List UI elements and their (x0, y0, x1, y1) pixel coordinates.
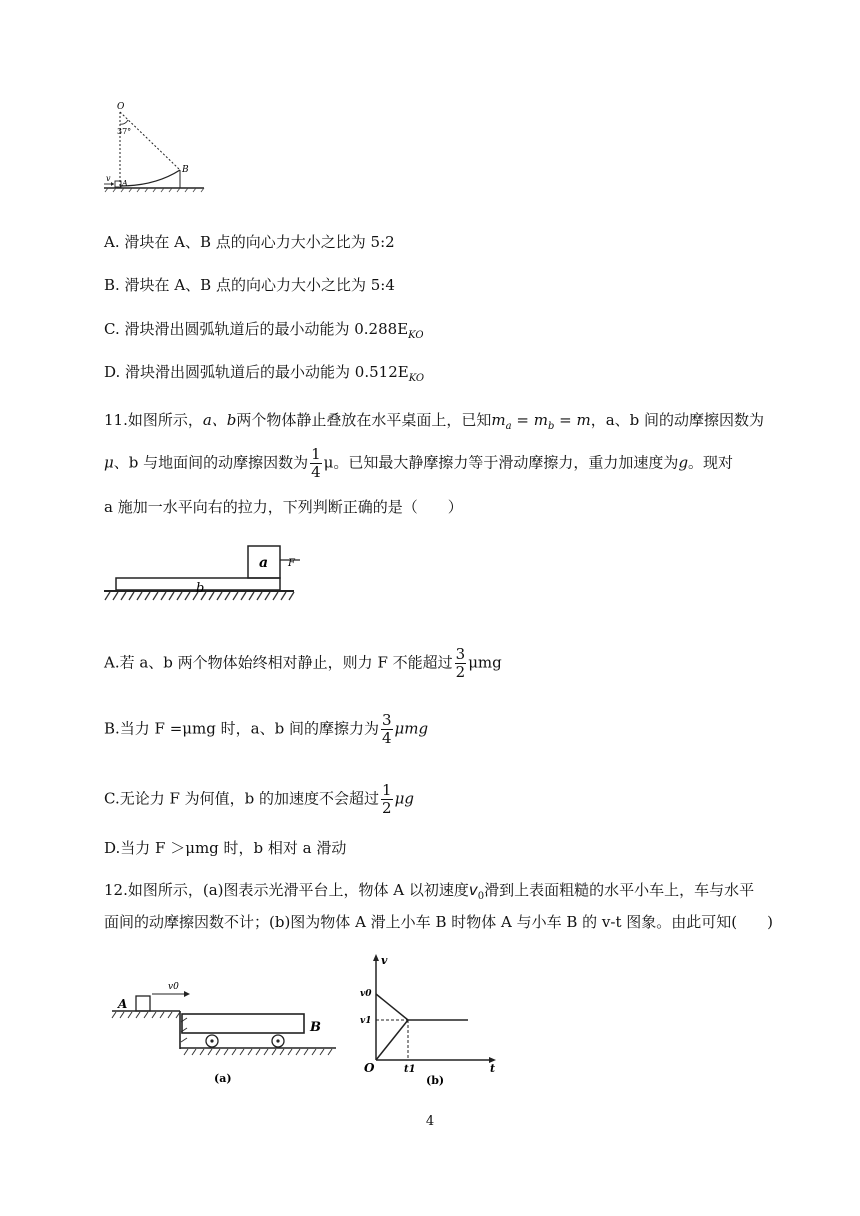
label-v-axis: v (381, 954, 388, 967)
label-b: B (182, 165, 189, 175)
q12-stem-line1: 12.如图所示，(a)图表示光滑平台上，物体 A 以初速度$v_0$滑到上表面粗糙的水平小车上，车与水平 (104, 881, 755, 902)
label-v0-axis: v0 (360, 989, 372, 999)
vt-graph-figure-b (356, 950, 506, 1090)
fraction-one-half: $\frac{1}{2}$ (382, 781, 392, 817)
line-a-decel (376, 994, 408, 1020)
line-b-accel (376, 1020, 408, 1060)
fraction-three-quarters: $\frac{3}{4}$ (381, 711, 392, 747)
fraction-three-halves: $\frac{3}{2}$ (455, 645, 466, 681)
label-block-a: a (259, 555, 269, 571)
q11-stem-line1: 11.如图所示，a、b两个物体静止叠放在水平桌面上，已知$m_a = m_b = m$，a、b 间的动摩擦因数为 (104, 411, 765, 432)
q11-stem-line2: μ、b 与地面间的动摩擦因数为 $\frac{1}{4}$ μ。已知最大静摩擦力等于滑动摩擦力，重力加速度为g。现对 (104, 445, 734, 481)
v-axis-arrowhead (373, 954, 379, 961)
q11-option-d: D.当力 F ＞μmg 时，b 相对 a 滑动 (104, 839, 347, 857)
q12-stem-line2: 面间的动摩擦因数不计；(b)图为物体 A 滑上小车 B 时物体 A 与小车 B 的 v-t 图象。由此可知( ) (104, 913, 773, 931)
caption-b: (b) (426, 1074, 445, 1087)
arc-path (120, 170, 180, 186)
cart-figure-a (108, 974, 338, 1090)
cart-wheel-right-hub (276, 1039, 279, 1042)
label-t1: t1 (404, 1064, 416, 1075)
label-v1-axis: v1 (360, 1016, 372, 1026)
label-v0: v0 (168, 982, 179, 992)
slanted-radius (120, 112, 180, 170)
label-o: O (117, 102, 125, 112)
cart-wheel-left-hub (210, 1039, 213, 1042)
label-origin: O (364, 1061, 375, 1075)
q10-option-d: D. 滑块滑出圆弧轨道后的最小动能为 $0.512E_{KO}$ (104, 363, 425, 384)
label-block-b: b (196, 581, 205, 596)
label-v: v (106, 174, 111, 183)
stacked-blocks-figure (100, 538, 300, 608)
label-cart-b: B (310, 1020, 321, 1035)
platform-hatch (112, 1012, 187, 1042)
page-number: 4 (425, 1114, 435, 1129)
q10-option-c: C. 滑块滑出圆弧轨道后的最小动能为 $0.288E_{KO}$ (104, 320, 424, 341)
caption-a: (a) (214, 1072, 232, 1085)
angle-mark (120, 120, 128, 124)
q11-option-b: B.当力 F =μmg 时，a、b 间的摩擦力为 $\frac{3}{4}$ μmg (104, 711, 429, 747)
cart-b-body (182, 1014, 304, 1033)
v0-arrowhead (184, 991, 190, 997)
object-a-block (136, 996, 150, 1011)
arc-track-figure (100, 98, 210, 200)
q10-option-b: B. 滑块在 A、B 点的向心力大小之比为 5:4 (104, 276, 395, 294)
q10-option-a: A. 滑块在 A、B 点的向心力大小之比为 5:2 (104, 233, 395, 251)
label-a: A (122, 179, 128, 188)
fraction-one-quarter: $\frac{1}{4}$ (311, 445, 321, 481)
velocity-arrowhead (111, 182, 114, 186)
q11-option-a: A.若 a、b 两个物体始终相对静止，则力 F 不能超过 $\frac{3}{2}$ μmg (104, 645, 502, 681)
q11-stem-line3: a 施加一水平向右的拉力，下列判断正确的是（ ） (104, 498, 463, 516)
label-t-axis: t (490, 1062, 496, 1075)
label-object-a: A (118, 997, 128, 1011)
label-angle: 37° (117, 127, 132, 136)
q11-option-c: C.无论力 F 为何值，b 的加速度不会超过 $\frac{1}{2}$ μg (104, 781, 414, 817)
lower-ground-hatch (184, 1049, 332, 1055)
label-force: F (288, 558, 295, 569)
